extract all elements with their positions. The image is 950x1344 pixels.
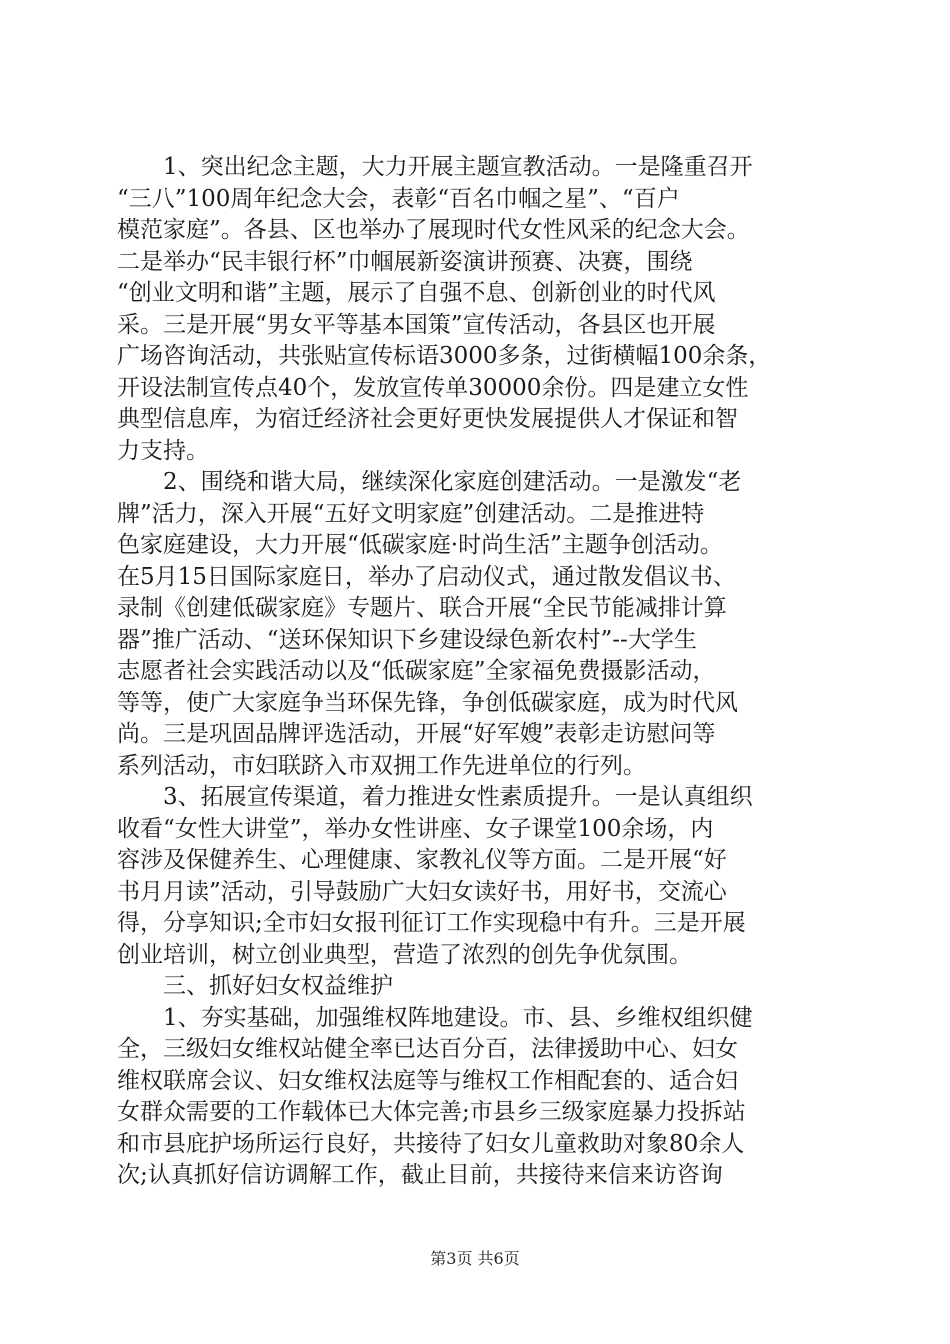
paragraph-line: 收看“女性大讲堂”，举办女性讲座、女子课堂100余场，内 — [117, 815, 714, 842]
paragraph-line: 系列活动，市妇联跻入市双拥工作先进单位的行列。 — [117, 752, 646, 779]
paragraph-line: 容涉及保健养生、心理健康、家教礼仪等方面。二是开展“好 — [117, 847, 727, 873]
paragraph-line: 在5月15日国际家庭日，举办了启动仪式，通过散发倡议书、 — [117, 563, 736, 590]
paragraph-line: 女群众需要的工作载体已大体完善;市县乡三级家庭暴力投拆站 — [117, 1099, 746, 1125]
paragraph-line: 得，分享知识;全市妇女报刊征订工作实现稳中有升。三是开展 — [117, 910, 746, 936]
paragraph-line: 牌”活力，深入开展“五好文明家庭”创建活动。二是推进特 — [117, 500, 705, 527]
paragraph-line: 维权联席会议、妇女维权法庭等与维权工作相配套的、适合妇 — [117, 1067, 738, 1094]
document-body — [117, 152, 837, 1192]
paragraph-line: 模范家庭”。各县、区也举办了展现时代女性风采的纪念大会。 — [117, 217, 750, 243]
paragraph-line: 二是举办“民丰银行杯”巾帼展新姿演讲预赛、决赛，围绕 — [117, 248, 693, 275]
paragraph-line: 1、夯实基础，加强维权阵地建设。市、县、乡维权组织健 — [163, 1004, 753, 1031]
paragraph-line: 力支持。 — [117, 437, 209, 464]
paragraph-line: 尚。三是巩固品牌评选活动，开展“好军嫂”表彰走访慰问等 — [117, 721, 716, 747]
paragraph-line: 采。三是开展“男女平等基本国策”宣传活动，各县区也开展 — [117, 311, 716, 338]
paragraph-line: 器”推广活动、“送环保知识下乡建设绿色新农村”--大学生 — [117, 626, 697, 653]
page-number-footer: 第3页 共6页 — [430, 1249, 520, 1268]
paragraph-line: 广场咨询活动，共张贴宣传标语3000多条，过街横幅100余条， — [117, 343, 772, 369]
paragraph-line: 志愿者社会实践活动以及“低碳家庭”全家福免费摄影活动， — [117, 658, 716, 684]
paragraph-line: 和市县庇护场所运行良好，共接待了妇女儿童救助对象80余人 — [117, 1130, 745, 1157]
paragraph-line: 2、围绕和谐大局，继续深化家庭创建活动。一是激发“老 — [163, 469, 742, 495]
paragraph-line: 色家庭建设，大力开展“低碳家庭·时尚生活”主题争创活动。 — [117, 532, 723, 558]
paragraph-line: 创业培训，树立创业典型，营造了浓烈的创先争优氛围。 — [117, 941, 692, 968]
paragraph-line: 开设法制宣传点40个，发放宣传单30000余份。四是建立女性 — [117, 374, 749, 401]
paragraph-line: 等等，使广大家庭争当环保先锋，争创低碳家庭，成为时代风 — [117, 689, 738, 716]
paragraph-line: 典型信息库，为宿迁经济社会更好更快发展提供人才保证和智 — [117, 406, 738, 432]
paragraph-line: 录制《创建低碳家庭》专题片、联合开展“全民节能减排计算 — [117, 595, 727, 621]
paragraph-line: 全，三级妇女维权站健全率已达百分百，法律援助中心、妇女 — [117, 1036, 738, 1062]
paragraph-line: 1、突出纪念主题，大力开展主题宣教活动。一是隆重召开 — [163, 154, 753, 180]
paragraph-line: 次;认真抓好信访调解工作，截止目前，共接待来信来访咨询 — [117, 1162, 723, 1188]
paragraph-line: 3、拓展宣传渠道，着力推进女性素质提升。一是认真组织 — [163, 784, 753, 810]
paragraph-line: “三八”100周年纪念大会，表彰“百名巾帼之星”、“百户 — [117, 185, 680, 212]
paragraph-line: “创业文明和谐”主题，展示了自强不息、创新创业的时代风 — [117, 280, 716, 306]
section-heading: 三、抓好妇女权益维护 — [163, 973, 393, 999]
paragraph-line: 书月月读”活动，引导鼓励广大妇女读好书，用好书，交流心 — [117, 878, 727, 905]
